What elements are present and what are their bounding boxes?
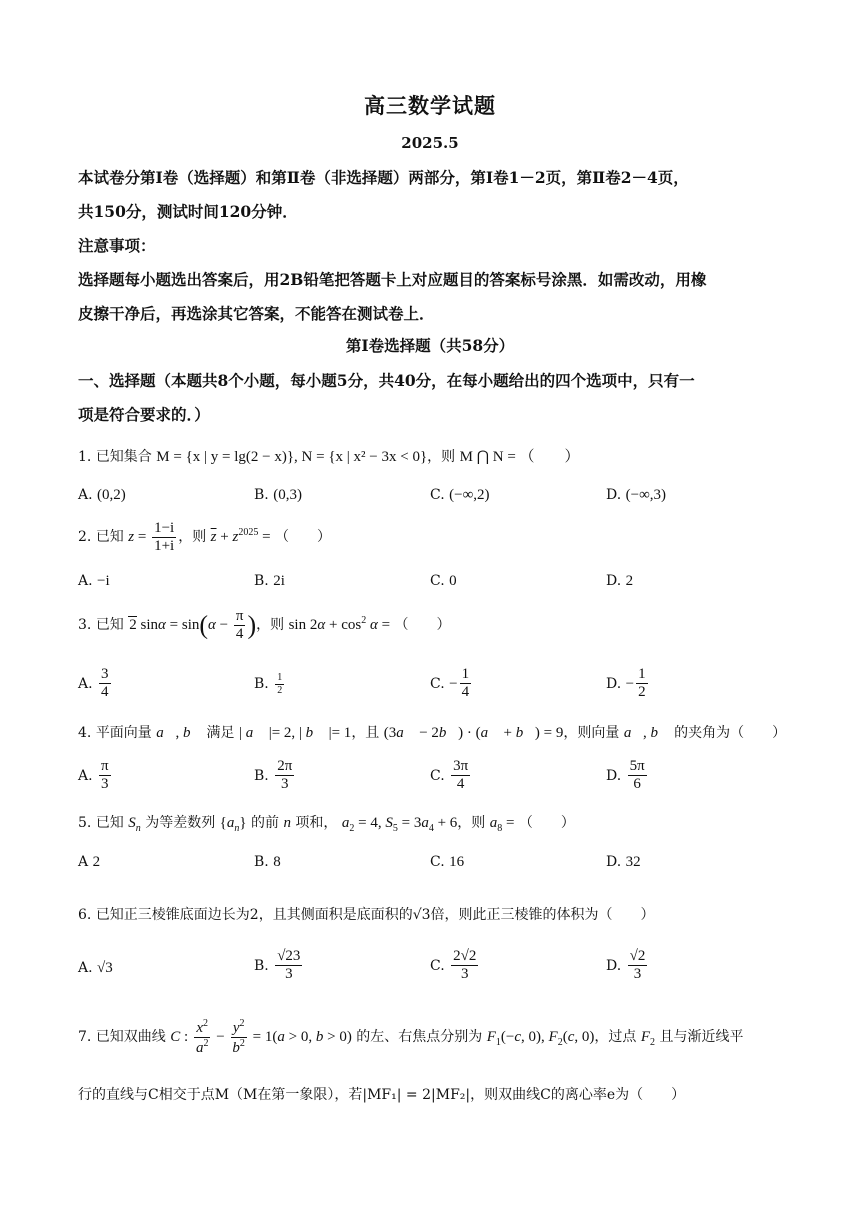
option-c: C. $\frac{3\pi}{4}$ (430, 758, 469, 793)
notice-heading: 注意事项： (78, 236, 156, 255)
option-b: B. 8 (254, 854, 281, 870)
question-7: 7. 已知双曲线 C : $\frac{x^2}{a^2}$ − $\frac{y^2}{b^2}$ = 1(a > 0, b > 0) 的左、右焦点分别为 $F_1(-c$, 0), $F_2(c$, 0)，过点 $F_2$ 且与渐近线平 (78, 1018, 744, 1057)
page-title: 高三数学试题 (364, 93, 496, 118)
notice-line-2: 皮擦干净后，再选涂其它答案，不能答在测试卷上． (78, 304, 435, 323)
option-b: B. $\frac{2\pi}{3}$ (254, 758, 293, 793)
option-a: A. (0,2) (78, 487, 126, 503)
option-d: D. 32 (606, 854, 641, 870)
option-c: C. − $\frac{1}{4}$ (430, 666, 470, 701)
question-3: 3. 已知 2 sinα = sin(α − $\frac{\pi}{4}$ )，则 $\sin 2\alpha + \cos^2 \alpha$ = （ ） (78, 608, 451, 643)
part-heading-line-2: 项是符合要求的．） (78, 405, 210, 424)
option-c: C. 16 (430, 854, 465, 870)
question-6: 6. 已知正三棱锥底面边长为2，且其侧面积是底面积的√3倍，则此正三棱锥的体积为（ ） (78, 907, 655, 923)
option-a: A. $\frac{3}{4}$ (78, 666, 109, 701)
option-c: C. 0 (430, 573, 457, 589)
math-expression: M = {x | y = lg(2 − x)}, N = {x | x² − 3x < 0} (156, 449, 428, 465)
option-d: D. − $\frac{1}{2}$ (606, 666, 646, 701)
option-a: A 2 (78, 854, 101, 870)
intro-line-1: 本试卷分第Ⅰ卷（选择题）和第Ⅱ卷（非选择题）两部分，第Ⅰ卷1－2页，第Ⅱ卷2－4页， (78, 168, 689, 187)
question-4: 4. 平面向量 a⃗, b⃗ 满足 | a⃗ |= 2, | b⃗ |= 1，且 (3a⃗ − 2b⃗) · (a⃗ + b⃗) = 9，则向量 a⃗, b⃗ 的夹角为（ ） (78, 725, 787, 741)
option-d: D. $\frac{5\pi}{6}$ (606, 758, 645, 793)
intro-line-2: 共150分，测试时间120分钟． (78, 202, 298, 221)
question-number: 1. (78, 449, 92, 465)
section-title: 第Ⅰ卷选择题（共58分） (345, 336, 515, 355)
question-2: 2. 已知 z = $\frac{1-i}{1+i}$ ，则 $\overline{z} + z^{2025}$ = （ ） (78, 520, 331, 555)
option-c: C. $\frac{2√2}{3}$ (430, 948, 477, 983)
question-7-line-2: 行的直线与C相交于点M（M在第一象限），若|MF₁| = 2|MF₂|，则双曲线C的离心率e为（ ） (78, 1087, 686, 1103)
part-heading-line-1: 一、选择题（本题共8个小题，每小题5分，共40分，在每小题给出的四个选项中，只有一 (78, 371, 695, 390)
option-d: D. (−∞,3) (606, 487, 667, 503)
option-a: A. −i (78, 573, 110, 589)
option-d: D. 2 (606, 573, 634, 589)
option-b: B. $\frac{1}{2}$ (254, 672, 283, 696)
option-b: B. (0,3) (254, 487, 302, 503)
question-1: 1. 已知集合 M = {x | y = lg(2 − x)}, N = {x | x² − 3x < 0}，则 M ⋂ N = （ ） (78, 449, 580, 465)
question-5: 5. 已知 $S_n$ 为等差数列 $\{a_n\}$ 的前 n 项和， $a_2 = 4$, $S_5 = 3a_4 + 6$，则 $a_8$ = （ ） (78, 815, 575, 834)
option-d: D. $\frac{√2}{3}$ (606, 948, 646, 983)
option-b: B. $\frac{√23}{3}$ (254, 948, 301, 983)
option-c: C. (−∞,2) (430, 487, 490, 503)
option-a: A. √3 (78, 960, 113, 976)
notice-line-1: 选择题每小题选出答案后，用2B铅笔把答题卡上对应题目的答案标号涂黑．如需改动，用橡 (78, 270, 707, 289)
option-b: B. 2i (254, 573, 285, 589)
option-a: A. $\frac{\pi}{3}$ (78, 758, 109, 793)
exam-date: 2025.5 (401, 134, 459, 152)
